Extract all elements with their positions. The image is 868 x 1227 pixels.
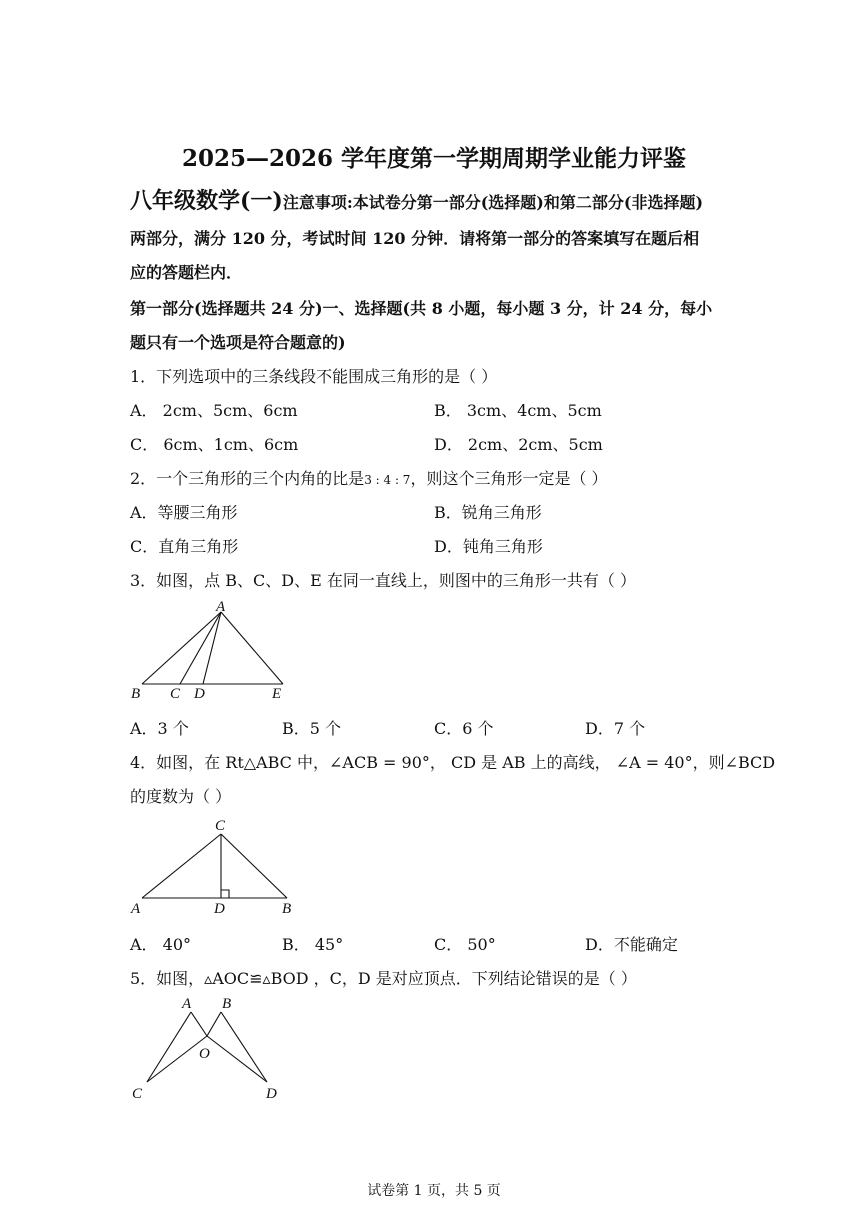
line-co bbox=[147, 1036, 207, 1082]
question-3-stem: 3．如图，点 B、C、D、E 在同一直线上，则图中的三角形一共有（ ） bbox=[130, 571, 636, 590]
page-footer: 试卷第 1 页，共 5 页 bbox=[367, 1183, 501, 1199]
question-2-option-d: D．钝角三角形 bbox=[434, 537, 543, 556]
question-2-stem-b: ，则这个三角形一定是（ ） bbox=[410, 469, 608, 488]
question-4-stem-2: 的度数为（ ） bbox=[130, 787, 232, 806]
label-d: D bbox=[194, 686, 205, 702]
line-od bbox=[207, 1036, 267, 1082]
question-3-option-c: C．6 个 bbox=[434, 719, 494, 738]
question-2-option-c: C．直角三角形 bbox=[130, 537, 239, 556]
line-cb bbox=[221, 834, 287, 898]
question-4-figure bbox=[125, 814, 300, 920]
question-1-stem: 1．下列选项中的三条线段不能围成三角形的是（ ） bbox=[130, 367, 498, 386]
question-2-option-a: A．等腰三角形 bbox=[130, 503, 238, 522]
label-d: D bbox=[266, 1086, 277, 1102]
label-a: A bbox=[182, 996, 192, 1012]
label-d: D bbox=[214, 901, 225, 917]
label-c: C bbox=[170, 686, 181, 702]
notice-text-1: 注意事项:本试卷分第一部分(选择题)和第二部分(非选择题) bbox=[282, 193, 704, 212]
question-3-figure bbox=[125, 598, 295, 704]
line-ae bbox=[221, 612, 283, 684]
label-e: E bbox=[272, 686, 282, 702]
question-4-stem-1: 4．如图，在 Rt△ABC 中，∠ACB = 90°， CD 是 AB 上的高线， ∠A = 40°，则∠BCD bbox=[130, 753, 776, 772]
line-ac bbox=[180, 612, 221, 684]
label-o: O bbox=[199, 1046, 210, 1062]
question-1-option-c: C． 6cm、1cm、6cm bbox=[130, 435, 299, 454]
line-ao bbox=[191, 1012, 207, 1036]
subject-line bbox=[130, 184, 703, 215]
question-1-option-b: B． 3cm、4cm、5cm bbox=[434, 401, 602, 420]
question-4-option-b: B． 45° bbox=[282, 935, 344, 954]
question-2-stem-a: 2．一个三角形的三个内角的比是 bbox=[130, 469, 365, 488]
question-1-option-d: D． 2cm、2cm、5cm bbox=[434, 435, 603, 454]
section-heading-2: 题只有一个选项是符合题意的) bbox=[130, 333, 346, 352]
question-4-option-a: A． 40° bbox=[130, 935, 192, 954]
notice-text-3: 应的答题栏内． bbox=[130, 263, 243, 282]
label-a: A bbox=[216, 599, 226, 615]
question-3-option-a: A．3 个 bbox=[130, 719, 189, 738]
line-bd bbox=[221, 1012, 267, 1082]
line-ab bbox=[142, 612, 221, 684]
label-b: B bbox=[131, 686, 141, 702]
label-b: B bbox=[282, 901, 292, 917]
question-4-option-d: D．不能确定 bbox=[585, 935, 678, 954]
label-c: C bbox=[132, 1086, 143, 1102]
label-b: B bbox=[222, 996, 232, 1012]
label-c: C bbox=[215, 818, 226, 834]
question-5-figure bbox=[125, 990, 290, 1105]
right-angle-mark bbox=[221, 890, 229, 898]
line-ca bbox=[142, 834, 221, 898]
question-2-option-b: B．锐角三角形 bbox=[434, 503, 542, 522]
question-2-stem bbox=[130, 466, 608, 489]
line-bo bbox=[207, 1012, 221, 1036]
notice-text-2: 两部分，满分 120 分，考试时间 120 分钟．请将第一部分的答案填写在题后相 bbox=[130, 229, 700, 248]
section-heading-1: 第一部分(选择题共 24 分)一、选择题(共 8 小题，每小题 3 分，计 24 分，每小 bbox=[130, 299, 713, 318]
question-3-option-b: B．5 个 bbox=[282, 719, 342, 738]
question-5-stem: 5．如图，▵AOC≌▵BOD ，C，D 是对应顶点．下列结论错误的是（ ） bbox=[130, 969, 637, 988]
line-ad bbox=[203, 612, 221, 684]
question-2-ratio: 3 : 4 : 7 bbox=[364, 473, 411, 487]
question-1-option-a: A． 2cm、5cm、6cm bbox=[130, 401, 298, 420]
question-3-option-d: D．7 个 bbox=[585, 719, 646, 738]
page-title: 2025—2026 学年度第一学期周期学业能力评鉴 bbox=[181, 145, 687, 172]
line-ac bbox=[147, 1012, 191, 1082]
subject-title: 八年级数学(一) bbox=[130, 188, 283, 214]
label-a: A bbox=[131, 901, 141, 917]
question-4-option-c: C． 50° bbox=[434, 935, 496, 954]
